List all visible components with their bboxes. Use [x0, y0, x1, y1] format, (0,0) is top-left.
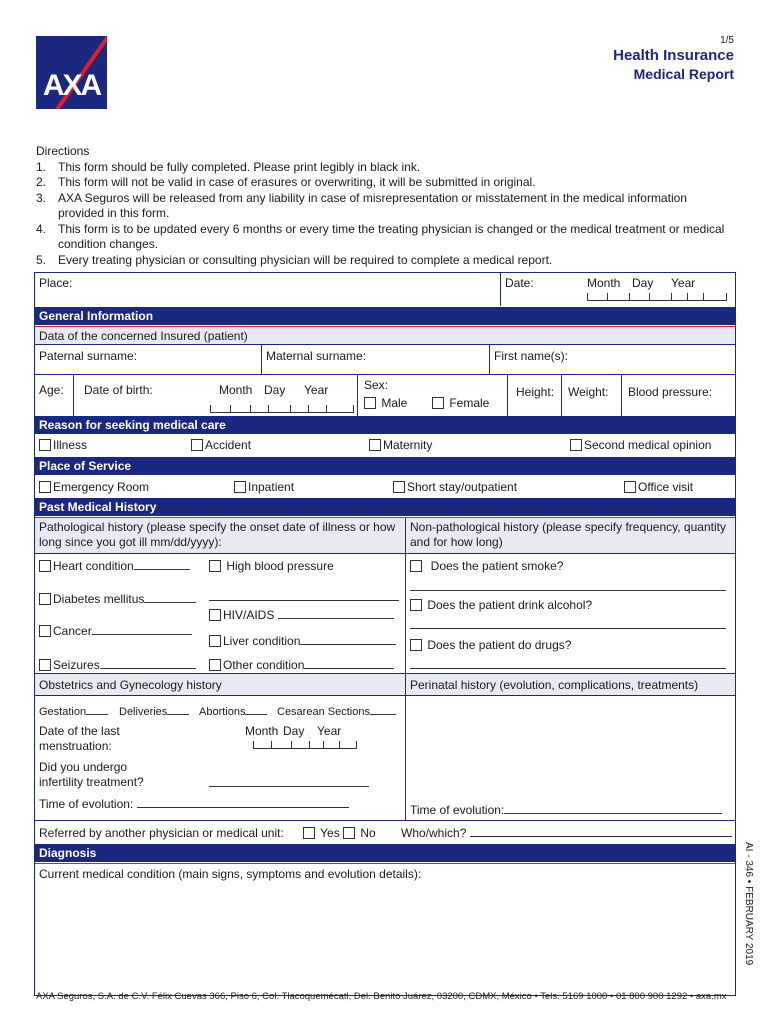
office-visit-option[interactable] [624, 480, 693, 494]
abortions-field[interactable] [199, 704, 267, 718]
inpatient-checkbox[interactable] [234, 481, 246, 493]
history-subheaders [35, 517, 735, 553]
paternal-surname-field[interactable] [35, 345, 261, 374]
maternal-surname-field[interactable] [261, 345, 489, 374]
general-info-header: General Information [35, 307, 735, 325]
diagnosis-header: Diagnosis [35, 844, 735, 862]
maternal-surname-label: Maternal surname: [266, 349, 367, 363]
blood-pressure-field[interactable] [621, 375, 735, 416]
non-pathological-questions [405, 554, 735, 673]
male-label: Male [381, 396, 408, 410]
alcohol-question[interactable] [410, 598, 592, 612]
age-label: Age: [39, 383, 64, 397]
evolution-label-obgyn: Time of evolution: [39, 797, 134, 811]
axa-logo [36, 36, 107, 109]
date-year-label: Year [671, 276, 696, 290]
personal-data-row [35, 374, 735, 416]
cesarean-field[interactable] [277, 704, 396, 718]
direction-number: 5. [36, 252, 47, 267]
obgyn-block [35, 695, 735, 820]
heart-condition-label: Heart condition [53, 559, 134, 573]
dob-field[interactable] [73, 375, 357, 416]
male-checkbox[interactable] [364, 397, 376, 409]
maternity-checkbox[interactable] [369, 439, 381, 451]
maternity-option[interactable] [369, 438, 432, 452]
referred-label: Referred by another physician or medical unit: [39, 826, 284, 840]
service-row [35, 476, 735, 496]
direction-number: 2. [36, 175, 47, 189]
direction-text: This form will not be valid in case of erasures or overwriting, it will be submitted in original. [58, 175, 536, 189]
date-entry-ticks [587, 293, 727, 301]
illness-option[interactable] [39, 438, 87, 452]
perinatal-fields[interactable] [405, 696, 735, 820]
perinatal-header [405, 674, 735, 695]
second-opinion-option[interactable] [570, 438, 711, 452]
cancer-checkbox[interactable] [39, 625, 51, 637]
place-date-row [35, 273, 735, 306]
drugs-question[interactable] [410, 638, 571, 652]
form-subtitle: Medical Report [633, 66, 734, 82]
date-cell[interactable] [500, 273, 735, 306]
height-field[interactable] [507, 375, 561, 416]
pathological-header-label: Pathological history (please specify the onset date of illness or how long since you got ill mm/dd/yyyy): [39, 520, 396, 549]
conditions-block [35, 553, 735, 673]
direction-item [36, 175, 736, 191]
gestation-field[interactable] [39, 704, 108, 718]
evolution-label-perinatal: Time of evolution: [410, 803, 505, 817]
insured-subheader [35, 326, 735, 344]
page-number: 1/5 [720, 35, 734, 46]
hiv-label: HIV/AIDS [223, 608, 275, 622]
pathological-header [35, 518, 405, 553]
high-bp-checkbox[interactable] [209, 560, 221, 572]
date-label: Date: [505, 276, 534, 290]
form-code-text: AI - 346 • FEBRUARY 2019 [743, 842, 754, 966]
second-opinion-label: Second medical opinion [584, 438, 712, 452]
referred-yes-label: Yes [320, 826, 340, 840]
obgyn-header [35, 674, 405, 695]
perinatal-header-label: Perinatal history (evolution, complications, treatments) [410, 678, 699, 692]
referred-no-option[interactable] [343, 826, 376, 840]
blood-pressure-label: Blood pressure: [628, 385, 713, 399]
diabetes-checkbox[interactable] [39, 593, 51, 605]
inpatient-option[interactable] [234, 480, 294, 494]
height-label: Height: [516, 385, 555, 399]
female-option[interactable] [432, 396, 489, 410]
form-code [742, 842, 762, 972]
place-of-service-header: Place of Service [35, 457, 735, 475]
cancer-option[interactable] [39, 624, 192, 638]
cancer-label: Cancer [53, 624, 92, 638]
seizures-checkbox[interactable] [39, 659, 51, 671]
male-option[interactable] [364, 396, 407, 410]
direction-number: 3. [36, 190, 47, 205]
first-names-field[interactable] [489, 345, 735, 374]
short-stay-option[interactable] [393, 480, 517, 494]
emergency-option[interactable] [39, 480, 149, 494]
names-row [35, 344, 735, 374]
reason-row [35, 435, 735, 455]
dob-day-label: Day [264, 383, 286, 397]
office-visit-label: Office visit [638, 480, 694, 494]
referred-row [35, 820, 735, 844]
accident-label: Accident [205, 438, 252, 452]
direction-item [36, 160, 736, 176]
alcohol-checkbox[interactable] [410, 599, 422, 611]
deliveries-label: Deliveries [119, 706, 168, 718]
dob-entry-ticks [210, 405, 354, 413]
lmp-day-label: Day [283, 724, 305, 738]
directions [36, 144, 736, 268]
direction-text: This form is to be updated every 6 months or every time the treating physician is changed or the medical treatment or medical condition changes. [58, 221, 725, 251]
liver-checkbox[interactable] [209, 635, 221, 647]
form-title: Health Insurance [613, 47, 734, 64]
directions-list [36, 160, 736, 269]
drugs-label: Does the patient do drugs? [427, 638, 572, 652]
direction-text: This form should be fully completed. Please print legibly in black ink. [58, 159, 421, 174]
lmp-month-label: Month [245, 724, 279, 738]
direction-item [36, 253, 736, 269]
direction-text: Every treating physician or consulting physician will be required to complete a medical report. [58, 252, 553, 267]
reason-header: Reason for seeking medical care [35, 416, 735, 434]
maternity-label: Maternity [383, 438, 433, 452]
smoke-checkbox[interactable] [410, 560, 422, 572]
accident-checkbox[interactable] [191, 439, 203, 451]
cesarean-label: Cesarean Sections [277, 706, 370, 718]
deliveries-field[interactable] [119, 704, 189, 718]
office-visit-checkbox[interactable] [624, 481, 636, 493]
infertility-label: Did you undergo infertility treatment? [39, 760, 144, 789]
non-pathological-header-label: Non-pathological history (please specify frequency, quantity and for how long) [410, 520, 726, 549]
liver-label: Liver condition [223, 634, 301, 648]
evolution-field-obgyn[interactable] [39, 797, 349, 811]
direction-number: 4. [36, 221, 47, 236]
lmp-label: Date of the last menstruation: [39, 724, 120, 753]
diabetes-option[interactable] [39, 592, 196, 606]
alcohol-label: Does the patient drink alcohol? [427, 598, 593, 612]
sex-label: Sex: [364, 378, 389, 392]
direction-number: 1. [36, 159, 47, 174]
referred-who-label: Who/which? [401, 826, 467, 840]
second-opinion-checkbox[interactable] [570, 439, 582, 451]
age-field[interactable] [35, 375, 73, 416]
date-day-label: Day [632, 276, 654, 290]
referred-yes-option[interactable] [303, 826, 340, 840]
pathological-conditions [35, 554, 405, 673]
infertility-answer-line[interactable] [209, 776, 369, 790]
heart-condition-checkbox[interactable] [39, 560, 51, 572]
inpatient-label: Inpatient [248, 480, 295, 494]
accident-option[interactable] [191, 438, 251, 452]
liver-option[interactable] [209, 634, 396, 648]
short-stay-label: Short stay/outpatient [407, 480, 518, 494]
emergency-label: Emergency Room [53, 480, 150, 494]
dob-year-label: Year [304, 383, 329, 397]
footer-address: AXA Seguros, S.A. de C.V. Félix Cuevas 366, Piso 6, Col. Tlacoquemécatl, Del. Benito Juárez, 03200, CDMX, México • Tels. 5169 1000 • 01 800 900 1292 • axa.mx [36, 991, 727, 1002]
obgyn-subheaders [35, 673, 735, 695]
referred-who-field[interactable] [401, 826, 732, 840]
high-bp-option[interactable] [209, 559, 334, 573]
smoke-question[interactable] [410, 559, 563, 573]
referred-no-label: No [360, 826, 376, 840]
sex-field [357, 375, 507, 416]
female-checkbox[interactable] [432, 397, 444, 409]
logo-text: AXA [42, 69, 101, 102]
drugs-checkbox[interactable] [410, 639, 422, 651]
other-condition-checkbox[interactable] [209, 659, 221, 671]
female-label: Female [449, 396, 490, 410]
weight-label: Weight: [568, 385, 609, 399]
short-stay-checkbox[interactable] [393, 481, 405, 493]
gestation-label: Gestation [39, 706, 87, 718]
lmp-year-label: Year [317, 724, 342, 738]
diagnosis-field[interactable] [35, 863, 735, 996]
insured-subheader-label: Data of the concerned Insured (patient) [39, 329, 248, 343]
emergency-checkbox[interactable] [39, 481, 51, 493]
dob-label: Date of birth: [84, 383, 153, 397]
referred-yes-checkbox[interactable] [303, 827, 315, 839]
other-condition-label: Other condition [223, 658, 305, 672]
hiv-checkbox[interactable] [209, 609, 221, 621]
date-month-label: Month [587, 276, 621, 290]
weight-field[interactable] [561, 375, 621, 416]
dob-month-label: Month [219, 383, 253, 397]
direction-item [36, 191, 736, 222]
directions-heading: Directions [36, 144, 90, 158]
direction-item [36, 222, 736, 253]
evolution-field-perinatal[interactable] [410, 803, 722, 817]
first-names-label: First name(s): [494, 349, 569, 363]
place-label: Place: [39, 276, 73, 290]
obgyn-header-label: Obstetrics and Gynecology history [39, 678, 222, 692]
direction-text: AXA Seguros will be released from any liability in case of misrepresentation or misstatement in the medical information provided in this form. [58, 190, 687, 220]
paternal-surname-label: Paternal surname: [39, 349, 138, 363]
current-condition-label: Current medical condition (main signs, symptoms and evolution details): [39, 867, 422, 881]
lmp-entry-ticks[interactable] [253, 741, 357, 749]
diabetes-label: Diabetes mellitus [53, 592, 145, 606]
smoke-label: Does the patient smoke? [430, 559, 564, 573]
obgyn-fields [35, 696, 405, 820]
high-bp-label: High blood pressure [226, 559, 334, 573]
illness-checkbox[interactable] [39, 439, 51, 451]
heart-condition-option[interactable] [39, 559, 190, 573]
seizures-label: Seizures [53, 658, 100, 672]
other-condition-option[interactable] [209, 658, 394, 672]
medical-report-form [34, 272, 736, 996]
illness-label: Illness [53, 438, 88, 452]
abortions-label: Abortions [199, 706, 246, 718]
non-pathological-header [405, 518, 735, 553]
hiv-option[interactable] [209, 608, 394, 622]
past-history-header: Past Medical History [35, 498, 735, 516]
referred-no-checkbox[interactable] [343, 827, 355, 839]
seizures-option[interactable] [39, 658, 196, 672]
